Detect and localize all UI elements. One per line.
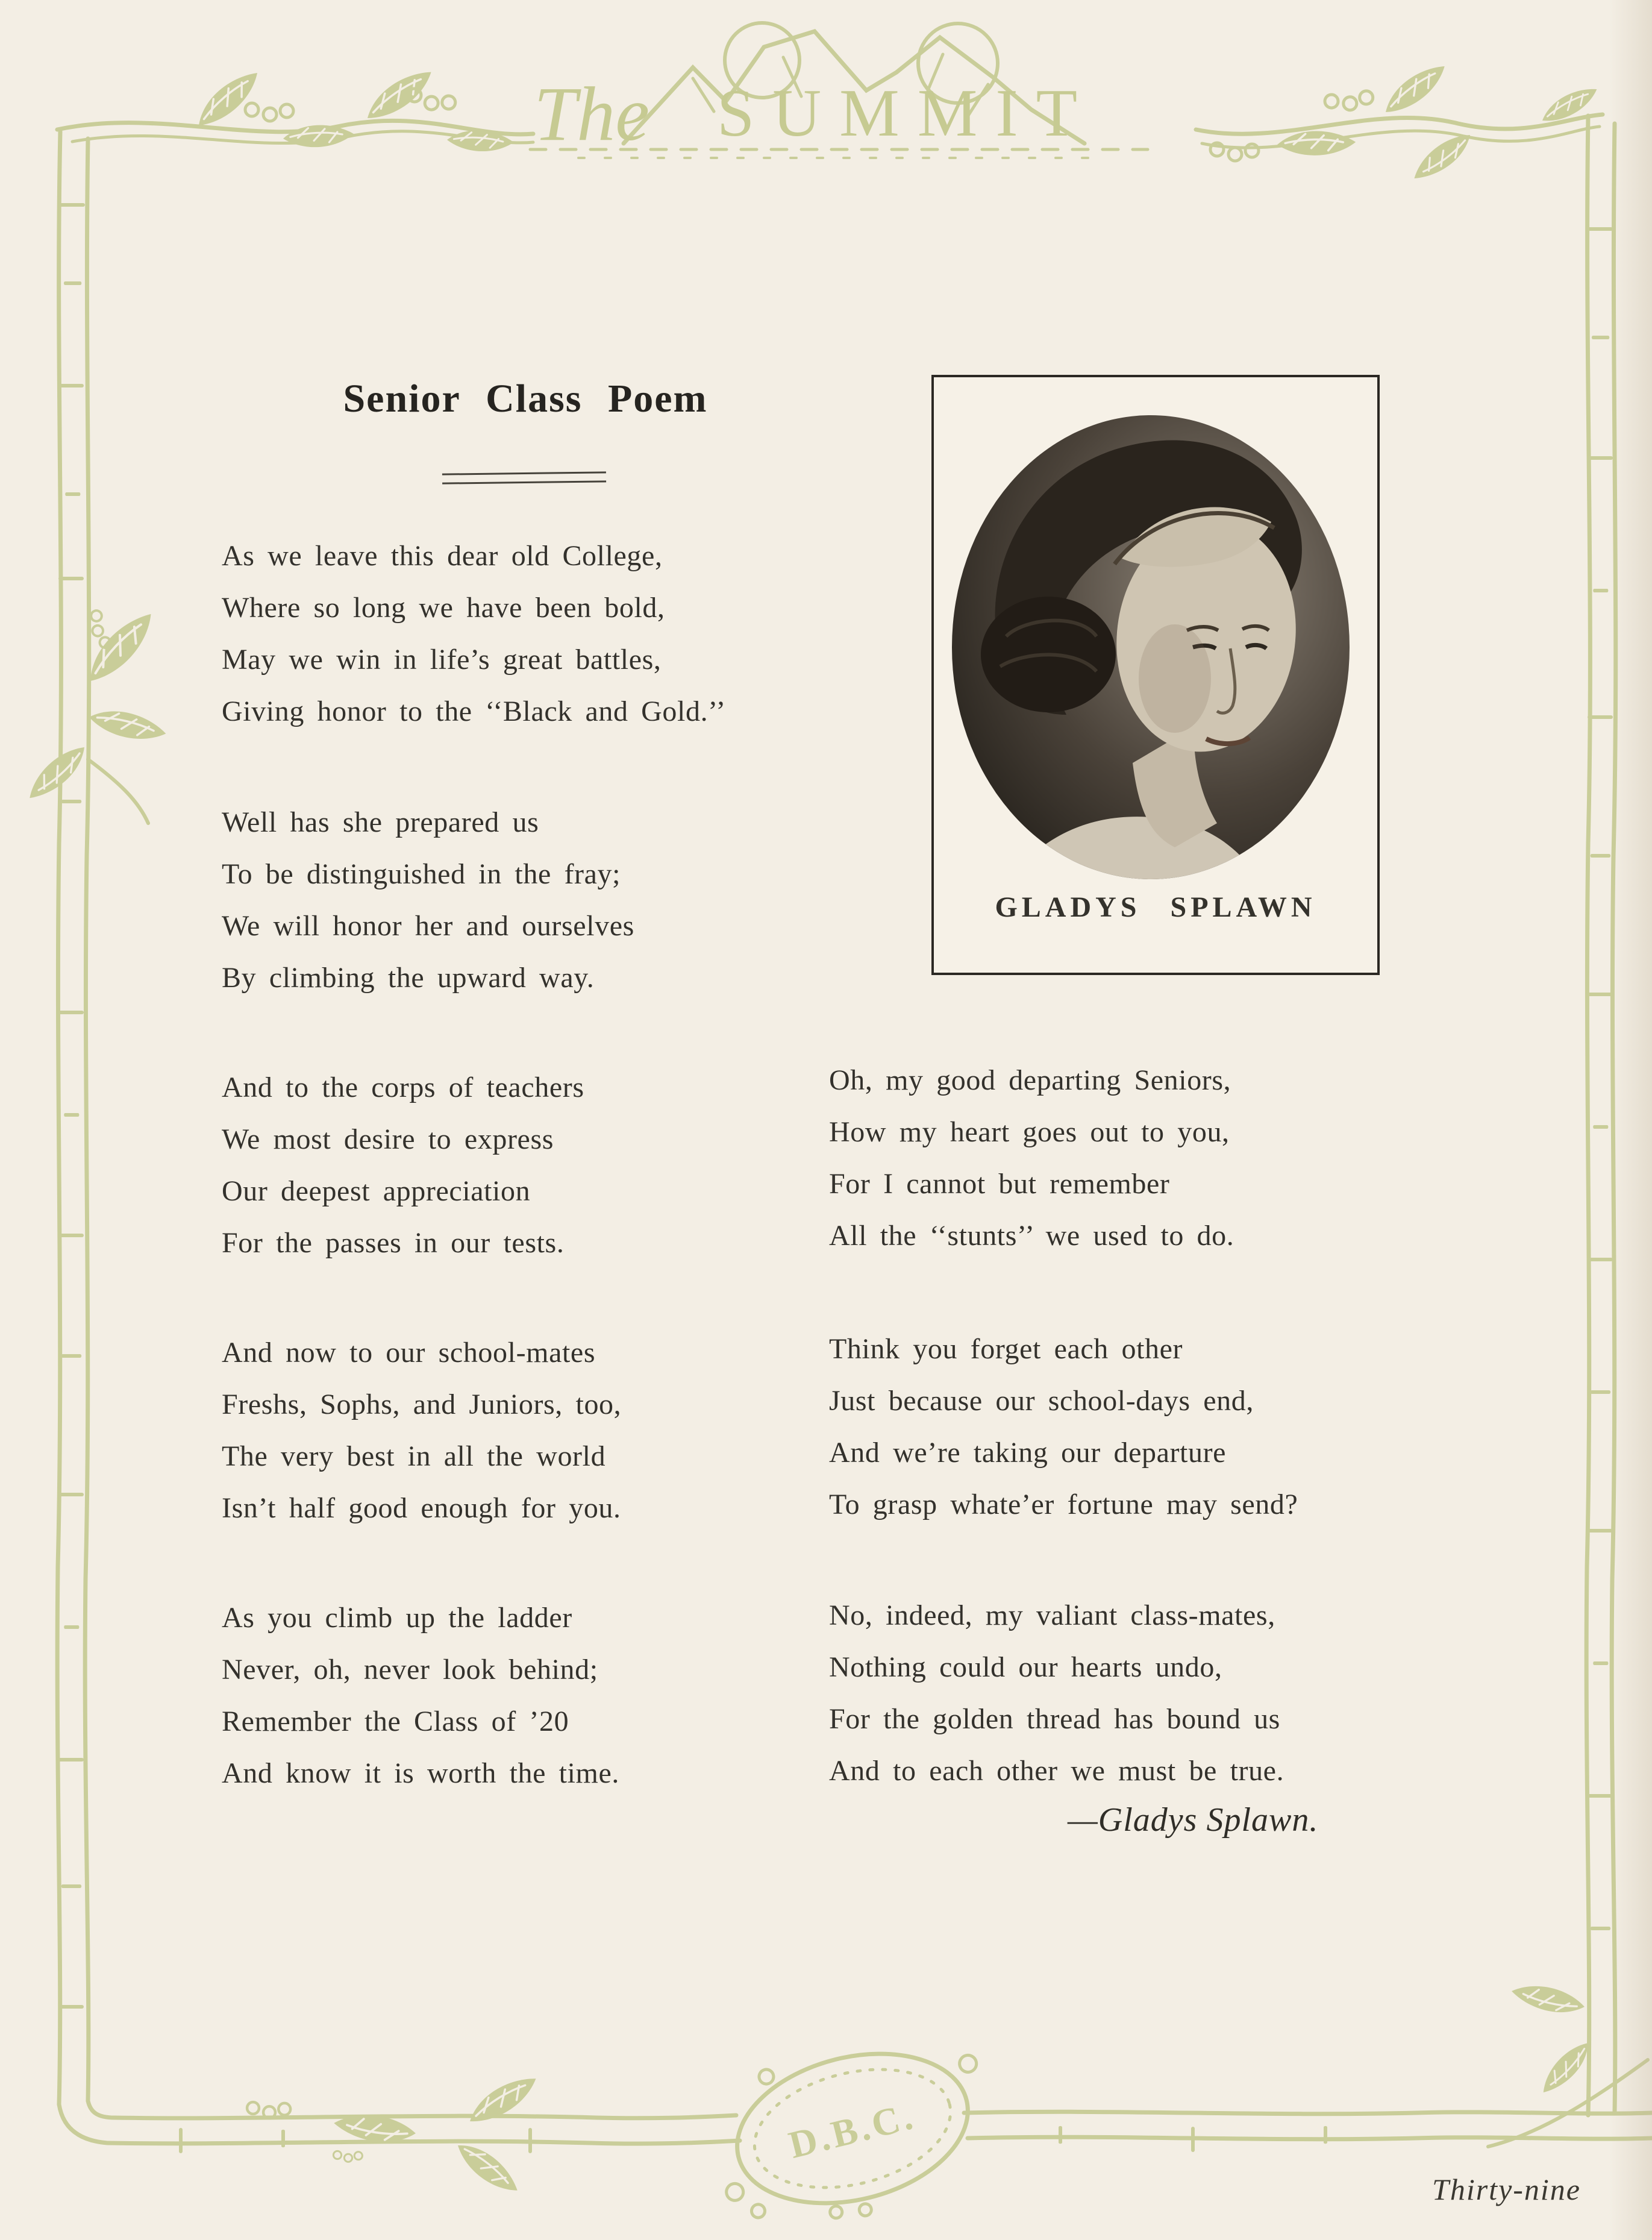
masthead-summit: SUMMIT — [717, 76, 1096, 151]
poem-signature: —Gladys Splawn. — [1068, 1801, 1319, 1839]
poem-line: No, indeed, my valiant class-mates, — [829, 1599, 1275, 1631]
poem-line: Nothing could our hearts undo, — [829, 1651, 1222, 1683]
poem-line: The very best in all the world — [222, 1440, 606, 1472]
poem-line: And now to our school-mates — [222, 1337, 596, 1369]
portrait-caption: GLADYS SPLAWN — [995, 891, 1316, 923]
poem-line: And to each other we must be true. — [829, 1755, 1284, 1787]
stanza-right-2 — [829, 1323, 1298, 1531]
stanza-left-3 — [222, 1062, 584, 1269]
stanza-left-2 — [222, 797, 634, 1004]
bottom-border-branch — [59, 2060, 1652, 2205]
poem-line: Our deepest appreciation — [222, 1175, 531, 1207]
masthead-the: The — [534, 71, 649, 157]
poem-line: Giving honor to the ‘‘Black and Gold.’’ — [222, 695, 726, 727]
page-number: Thirty-nine — [1432, 2173, 1581, 2206]
poem-line: For the passes in our tests. — [222, 1227, 565, 1259]
poem-line: To grasp whate’er fortune may send? — [829, 1489, 1298, 1520]
right-border-branch — [1510, 116, 1616, 2115]
stanza-left-1 — [222, 530, 726, 738]
stanza-right-3 — [829, 1590, 1284, 1797]
poem-line: As you climb up the ladder — [222, 1602, 572, 1634]
poem-line: For I cannot but remember — [829, 1168, 1170, 1200]
portrait-frame — [931, 375, 1380, 975]
poem-line: Well has she prepared us — [222, 806, 539, 838]
poem-line: Think you forget each other — [829, 1333, 1183, 1365]
monogram-text: D.B.C. — [784, 2094, 920, 2166]
poem-line: Just because our school-days end, — [829, 1385, 1254, 1417]
stanza-right-1 — [829, 1055, 1234, 1262]
poem-line: All the ‘‘stunts’’ we used to do. — [829, 1220, 1234, 1252]
poem-line: Where so long we have been bold, — [222, 592, 665, 624]
poem-line: We most desire to express — [222, 1123, 554, 1155]
left-border-branch — [19, 131, 167, 2104]
poem-line: For the golden thread has bound us — [829, 1703, 1280, 1735]
poem-line: Oh, my good departing Seniors, — [829, 1064, 1231, 1096]
poem-line: May we win in life’s great battles, — [222, 644, 662, 676]
poem-line: And we’re taking our departure — [829, 1437, 1227, 1469]
stanza-left-5 — [222, 1592, 619, 1799]
poem-line: Remember the Class of ’20 — [222, 1705, 569, 1737]
poem-line: And to the corps of teachers — [222, 1071, 584, 1103]
poem-line: We will honor her and ourselves — [222, 910, 634, 942]
poem-line: By climbing the upward way. — [222, 962, 595, 994]
poem-line: Isn’t half good enough for you. — [222, 1492, 621, 1524]
page-title: Senior Class Poem — [343, 377, 708, 421]
scan-edge-shade — [1610, 0, 1652, 2240]
portrait-photo — [934, 377, 1377, 973]
poem-line: As we leave this dear old College, — [222, 540, 663, 572]
masthead-art — [57, 23, 1603, 181]
poem-line: And know it is worth the time. — [222, 1757, 619, 1789]
poem-line: Never, oh, never look behind; — [222, 1654, 598, 1686]
poem-line: To be distinguished in the fray; — [222, 858, 621, 890]
title-rule — [442, 471, 606, 484]
stanza-left-4 — [222, 1327, 621, 1534]
poem-line: Freshs, Sophs, and Juniors, too, — [222, 1388, 622, 1420]
dbc-monogram — [699, 2019, 1006, 2240]
poem-line: How my heart goes out to you, — [829, 1116, 1230, 1148]
